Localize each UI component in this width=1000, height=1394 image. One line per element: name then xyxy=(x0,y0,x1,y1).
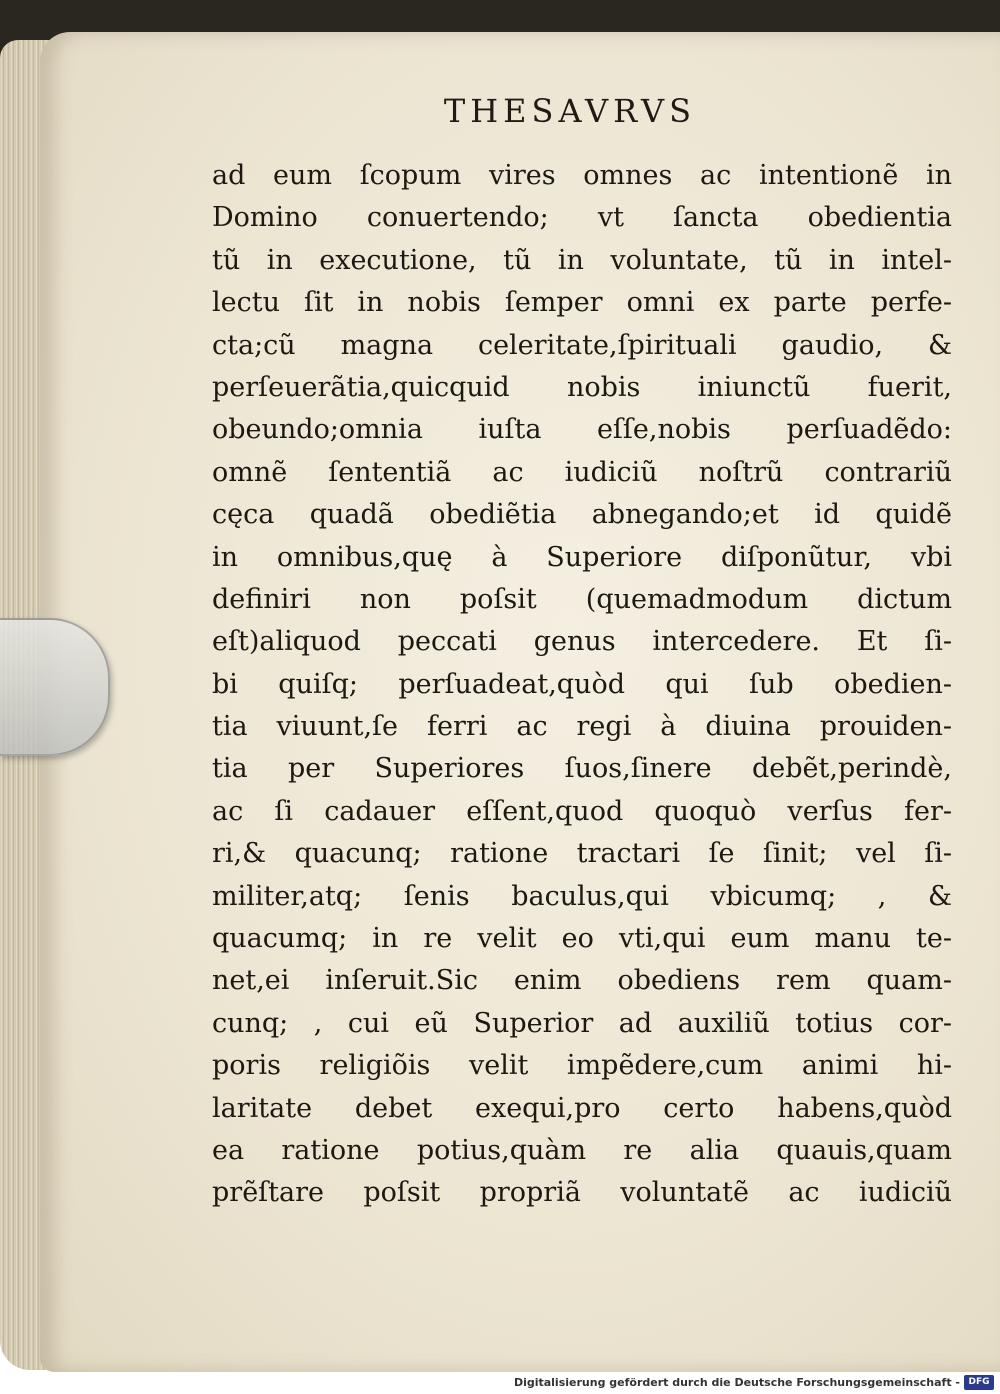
text-line: militer,atq; ſenis baculus,qui vbicumq; , & xyxy=(212,880,952,912)
footer-credit: Digitalisierung gefördert durch die Deutsche Forschungsgemeinschaft - xyxy=(513,1376,960,1389)
text-line: ea ratione potius,quàm re alia quauis,quam xyxy=(212,1134,952,1166)
text-line: eſt)aliquod peccati genus intercedere. Et ſi- xyxy=(212,626,952,658)
text-line: prẽſtare poſsit propriã voluntatẽ ac iudiciũ xyxy=(212,1177,952,1209)
footer-bar xyxy=(0,1372,1000,1394)
text-line: ad eum ſcopum vires omnes ac intentionẽ in xyxy=(212,160,952,191)
text-line: cęca quadã obediẽtia abnegando;et id quidẽ xyxy=(212,499,952,531)
text-line: tũ in executione, tũ in voluntate, tũ in intel- xyxy=(212,244,952,276)
dfg-logo: DFG xyxy=(964,1375,994,1390)
text-line: ri,& quacunq; ratione tractari ſe ſinit; vel ſi- xyxy=(212,838,952,870)
text-line: perſeuerãtia,quicquid nobis iniunctũ fuerit, xyxy=(212,371,952,403)
text-line: omnẽ ſententiã ac iudiciũ noſtrũ contrariũ xyxy=(212,456,952,488)
text-line: tia viuunt,ſe ferri ac regi à diuina prouiden- xyxy=(212,711,952,743)
text-line: obeundo;omnia iuſta eſſe,nobis perſuadẽdo: xyxy=(212,414,952,446)
text-line: cta;cũ magna celeritate,ſpirituali gaudio, & xyxy=(212,329,952,361)
text-line: poris religiõis velit impẽdere,cum animi hi- xyxy=(212,1050,952,1082)
book-clip xyxy=(0,618,110,756)
text-line: definiri non poſsit (quemadmodum dictum xyxy=(212,583,952,615)
text-line: cunq; , cui eũ Superior ad auxiliũ totius cor- xyxy=(212,1007,952,1039)
text-line: Domino conuertendo; vt ſancta obedientia xyxy=(212,202,952,234)
text-line: ac ſi cadauer eſſent,quod quoquò verſus fer- xyxy=(212,795,952,827)
text-line: in omnibus,quę à Superiore diſponũtur, vbi xyxy=(212,541,952,573)
running-header: THESAVRVS xyxy=(443,92,697,130)
body-text xyxy=(212,155,952,1215)
text-line: laritate debet exequi,pro certo habens,quòd xyxy=(212,1092,952,1124)
text-line: tia per Superiores ſuos,ſinere debẽt,perindè, xyxy=(212,753,952,785)
text-line: quacumq; in re velit eo vti,qui eum manu te- xyxy=(212,923,952,955)
text-line: bi quiſq; perſuadeat,quòd qui ſub obedien- xyxy=(212,668,952,700)
text-line: lectu ſit in nobis ſemper omni ex parte perfe- xyxy=(212,287,952,319)
text-line: net,ei inſeruit.Sic enim obediens rem quam- xyxy=(212,965,952,997)
